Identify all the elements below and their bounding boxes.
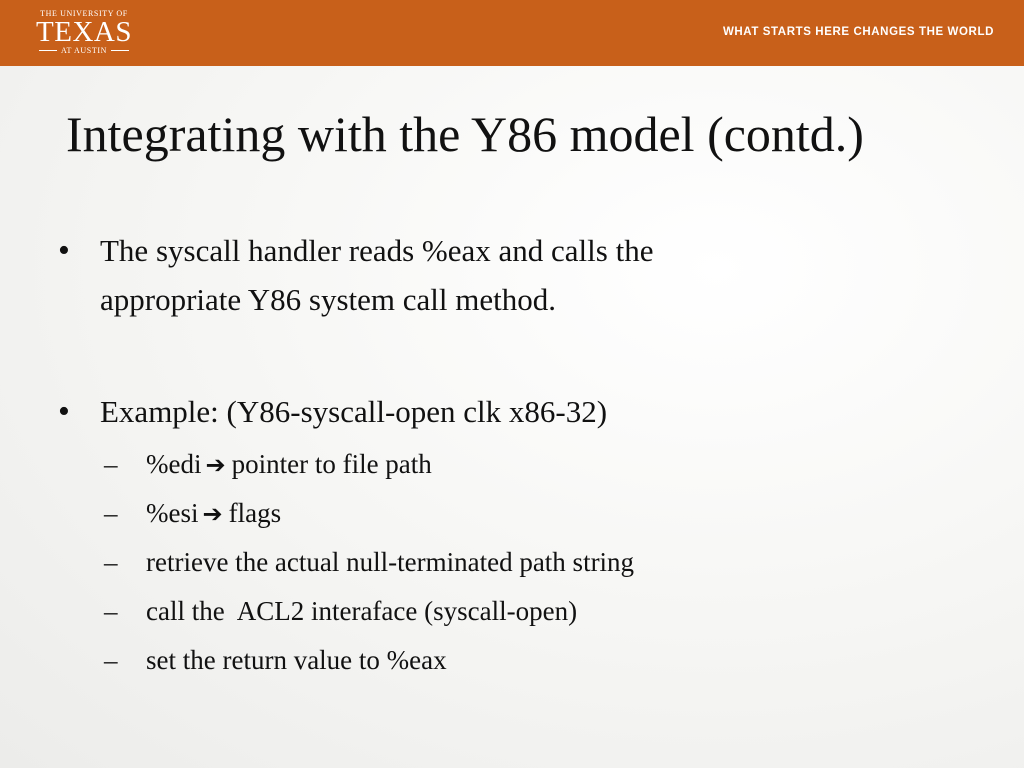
sub-item-text: set the return value to %eax xyxy=(146,645,447,675)
bullet-marker-1: • xyxy=(58,232,70,269)
sub-item-dash: – xyxy=(104,645,118,675)
arrow-right-icon: ➔ xyxy=(202,500,223,528)
sub-item-esi xyxy=(104,496,281,531)
sub-item-dash: – xyxy=(104,547,118,577)
logo-main-text: TEXAS xyxy=(36,16,132,48)
bullet-2 xyxy=(100,387,980,436)
sub-item-dash: – xyxy=(104,596,118,626)
sub-item-dash: – xyxy=(104,449,118,479)
bullet-marker-2: • xyxy=(58,393,70,430)
sub-item-edi xyxy=(104,447,432,482)
sub-item-text: call the ACL2 interaface (syscall-open) xyxy=(146,596,578,626)
sub-item-register: %esi xyxy=(146,498,199,528)
sub-item-description: flags xyxy=(228,498,282,528)
sub-item-retrieve xyxy=(104,545,634,579)
sub-item-dash: – xyxy=(104,498,118,528)
header-tagline: WHAT STARTS HERE CHANGES THE WORLD xyxy=(722,26,994,38)
logo-bottom-text: AT AUSTIN xyxy=(61,46,107,55)
logo-top-text: THE UNIVERSITY OF xyxy=(40,9,128,18)
bullet-1-line-2: appropriate Y86 system call method. xyxy=(100,282,556,317)
slide-title: Integrating with the Y86 model (contd.) xyxy=(66,106,864,162)
bullet-1-line-1: The syscall handler reads %eax and calls the xyxy=(100,233,654,268)
sub-item-text: retrieve the actual null-terminated path string xyxy=(146,547,635,577)
sub-item-description: pointer to file path xyxy=(231,449,432,479)
sub-item-return xyxy=(104,643,447,677)
sub-item-call xyxy=(104,594,577,628)
arrow-right-icon: ➔ xyxy=(205,451,226,479)
sub-item-register: %edi xyxy=(146,449,202,479)
bullet-1 xyxy=(100,226,980,324)
bullet-2-line-1: Example: (Y86-syscall-open clk x86-32) xyxy=(100,394,608,429)
